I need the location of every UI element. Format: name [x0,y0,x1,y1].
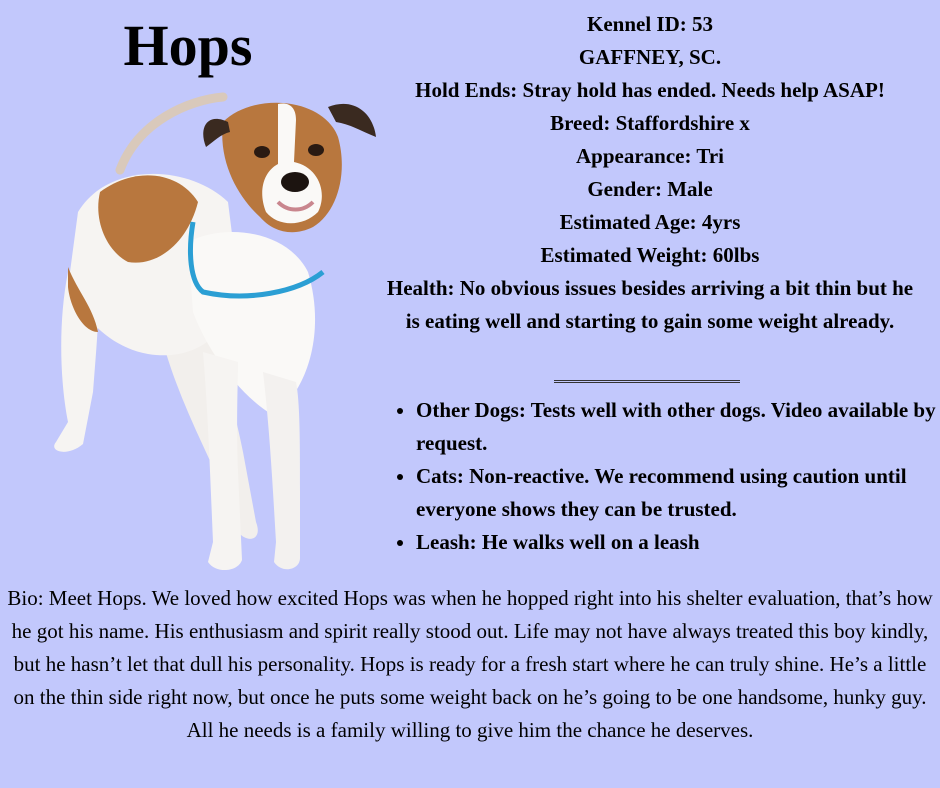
bio-text: Bio: Meet Hops. We loved how excited Hops was when he hopped right into his shelter evaluation, that’s how he got his name. His enthusiasm and spirit really stood out. Life may not have always treated this boy kindly, but he hasn’t let that dull his personality. Hops is ready for a fresh start where he can truly shine. He’s a little on the thin side right now, but once he puts some weight back on he’s going to be one handsome, hunky guy. All he needs is a family willing to give him the chance he deserves. [7,586,933,742]
section-divider [554,380,740,383]
dog-photo [38,92,383,584]
kennel-id: Kennel ID: 53 [587,12,713,36]
info-panel [380,8,920,338]
appearance: Appearance: Tri [576,144,724,168]
location: GAFFNEY, SC. [578,45,722,69]
dog-name: Hops [123,13,253,78]
trait-leash: • Leash: He walks well on a leash [416,526,936,559]
hold-status: Hold Ends: Stray hold has ended. Needs help ASAP! [415,78,885,102]
health: Health: No obvious issues besides arriving a bit thin but he is eating well and starting to gain some weight already. [386,276,914,333]
gender: Gender: Male [587,177,713,201]
trait-other-dogs: • Other Dogs: Tests well with other dogs. Video available by request. [416,394,936,460]
breed: Breed: Staffordshire x [550,111,750,135]
estimated-weight: Estimated Weight: 60lbs [540,243,760,267]
trait-cats: • Cats: Non-reactive. We recommend using caution until everyone shows they can be trusted. [416,460,936,526]
estimated-age: Estimated Age: 4yrs [559,210,741,234]
traits-list [394,394,936,559]
